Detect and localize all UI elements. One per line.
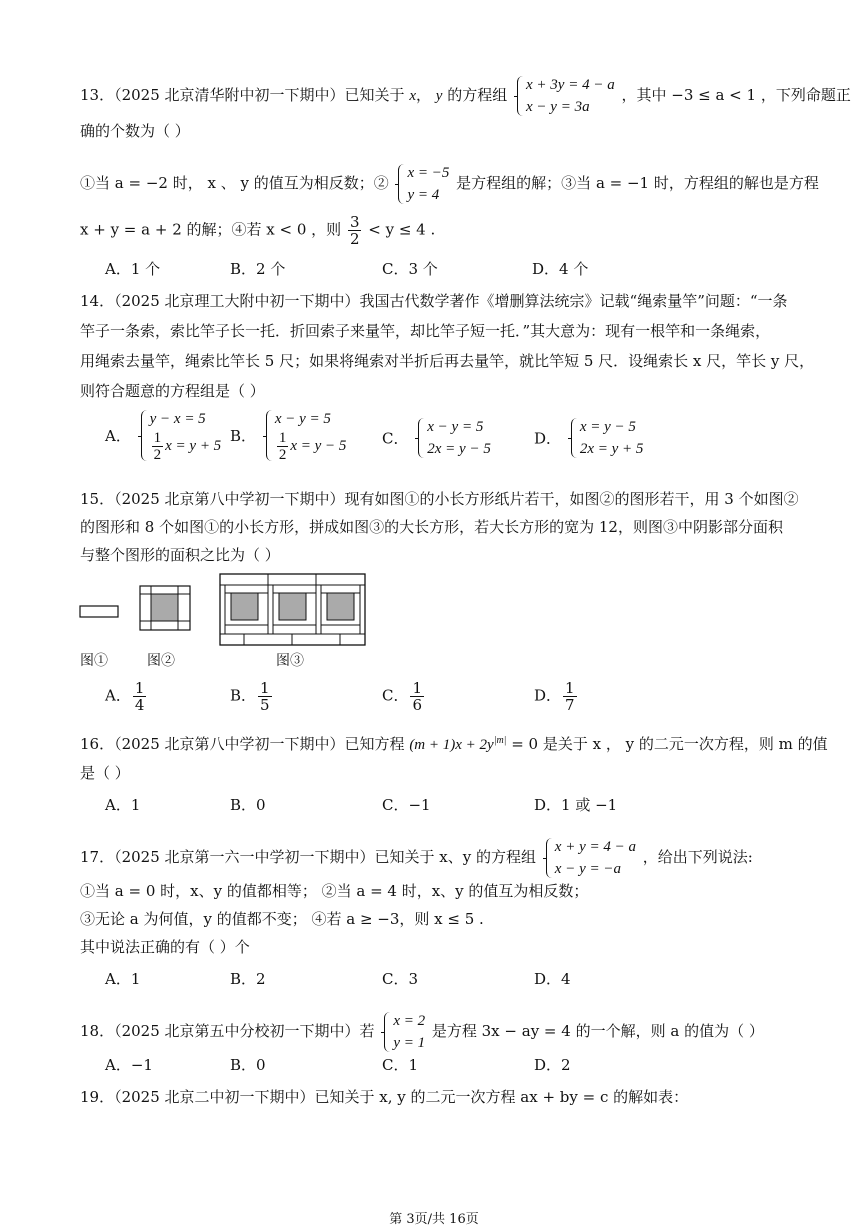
q13-option-d[interactable]: D．4 个 — [532, 260, 589, 278]
q14-option-a[interactable]: A． y − x = 5 $\frac{1}{2}$ x = y + 5 — [105, 408, 223, 463]
q15-figures — [70, 568, 390, 672]
q13-option-a[interactable]: A．1 个 — [105, 260, 161, 278]
q14-stem-line3: 用绳索去量竿，绳索比竿长 5 尺；如果将绳索对半折后再去量竿，就比竿短 5 尺．设绳索长 x 尺，竿长 y 尺， — [80, 352, 815, 370]
q17-option-c[interactable]: C．3 — [382, 970, 419, 988]
q19-stem-line1: 19．（2025 北京二中初一下期中）已知关于 x, y 的二元一次方程 ax + by = c 的解如表： — [80, 1088, 689, 1106]
q18-stem-line1: 18．（2025 北京第五中分校初一下期中）若 x = 2 y = 1 是方程 3x − ay = 4 的一个解，则 a 的值为（ ） — [80, 1010, 808, 1054]
fig2-shape — [140, 586, 190, 630]
fig1-small-rectangle — [80, 606, 118, 617]
q15-stem-line2: 的图形和 8 个如图①的小长方形，拼成如图③的大长方形，若大长方形的宽为 12，则图③中阴影部分面积 — [80, 518, 783, 536]
q16-option-b[interactable]: B．0 — [230, 796, 266, 814]
q17-stem-line1: 17．（2025 北京第一六一中学初一下期中）已知关于 x、y 的方程组 x + y = 4 − a x − y = −a ，给出下列说法: — [80, 836, 808, 880]
q16-stem-line1: 16．（2025 北京第八中学初一下期中）已知方程 $(m + 1)x + 2y^{|m|} = 0$ 是关于 x ， y 的二元一次方程，则 m 的值 — [80, 735, 828, 753]
q13-solution-system: x = −5 y = 4 — [395, 162, 449, 206]
q15-stem-line3: 与整个图形的面积之比为（ ） — [80, 546, 280, 564]
q18-option-a[interactable]: A．−1 — [105, 1056, 153, 1074]
q18-option-b[interactable]: B．0 — [230, 1056, 266, 1074]
q14-option-c[interactable]: C． x − y = 5 2x = y − 5 — [382, 416, 493, 460]
q14-stem-line1: 14．（2025 北京理工大附中初一下期中）我国古代数学著作《增删算法统宗》记载“绳索量竿”问题：“一条 — [80, 292, 788, 310]
q16-option-d[interactable]: D．1 或 −1 — [534, 796, 618, 814]
q13-stem-line2: 确的个数为（ ） — [80, 122, 190, 140]
q13-option-c[interactable]: C．3 个 — [382, 260, 438, 278]
q16-option-c[interactable]: C．−1 — [382, 796, 431, 814]
q16-stem-line2: 是（ ） — [80, 764, 130, 782]
fig2-label: 图② — [147, 653, 175, 669]
fig1-label: 图① — [80, 653, 108, 669]
q18-option-c[interactable]: C．1 — [382, 1056, 419, 1074]
q17-option-d[interactable]: D．4 — [534, 970, 571, 988]
q17-option-b[interactable]: B．2 — [230, 970, 266, 988]
q18-option-d[interactable]: D．2 — [534, 1056, 571, 1074]
q14-option-b[interactable]: B． x − y = 5 $\frac{1}{2}$ x = y − 5 — [230, 408, 348, 463]
fig3-label: 图③ — [276, 653, 304, 669]
fig3-large-rectangle — [220, 574, 365, 645]
q13-fraction: $\frac{3}{2}$ — [349, 213, 360, 248]
page-footer: 第 3页/共 16页 — [389, 1212, 479, 1227]
q15-option-b[interactable]: B． $\frac{1}{5}$ — [230, 679, 270, 714]
q17-equation-system: x + y = 4 − a x − y = −a — [543, 836, 636, 880]
q14-stem-line2: 竿子一条索，索比竿子长一托．折回索子来量竿，却比竿子短一托．”其大意为：现有一根竿和一条绳索， — [80, 322, 771, 340]
q17-statements-line1: ①当 a = 0 时，x、y 的值都相等； ②当 a = 4 时，x、y 的值互为相反数； — [80, 882, 589, 900]
q17-statements-line2: ③无论 a 为何值，y 的值都不变； ④若 a ≥ −3，则 x ≤ 5 . — [80, 910, 484, 928]
q13-stem-line1: 13．（2025 北京清华附中初一下期中）已知关于 x， y 的方程组 x + 3y = 4 − a x − y = 3a ，其中 −3 ≤ a < 1 ，下列命题正 — [80, 74, 808, 118]
q14-stem-line4: 则符合题意的方程组是（ ） — [80, 382, 265, 400]
q13-option-b[interactable]: B．2 个 — [230, 260, 286, 278]
q15-option-c[interactable]: C． $\frac{1}{6}$ — [382, 679, 423, 714]
q15-stem-line1: 15．（2025 北京第八中学初一下期中）现有如图①的小长方形纸片若干，如图②的图形若干，用 3 个如图② — [80, 490, 799, 508]
q18-solution-system: x = 2 y = 1 — [381, 1010, 425, 1054]
q17-option-a[interactable]: A．1 — [105, 970, 141, 988]
q14-option-d[interactable]: D． x = y − 5 2x = y + 5 — [534, 416, 645, 460]
q15-option-d[interactable]: D． $\frac{1}{7}$ — [534, 679, 575, 714]
q17-statements-line3: 其中说法正确的有（ ）个 — [80, 938, 250, 956]
q13-equation-system: x + 3y = 4 − a x − y = 3a — [514, 74, 615, 118]
q13-statements-line1: ①当 a = −2 时， x 、 y 的值互为相反数；② x = −5 y = 4 是方程组的解；③当 a = −1 时，方程组的解也是方程 — [80, 162, 808, 206]
q16-option-a[interactable]: A．1 — [105, 796, 141, 814]
q13-stem-a: 13．（2025 北京清华附中初一下期中）已知关于 — [80, 86, 405, 104]
q15-option-a[interactable]: A． $\frac{1}{4}$ — [105, 679, 145, 714]
q13-statements-line2: x + y = a + 2 的解；④若 x < 0 ，则 $\frac{3}{2}$ < y ≤ 4 . — [80, 213, 436, 248]
